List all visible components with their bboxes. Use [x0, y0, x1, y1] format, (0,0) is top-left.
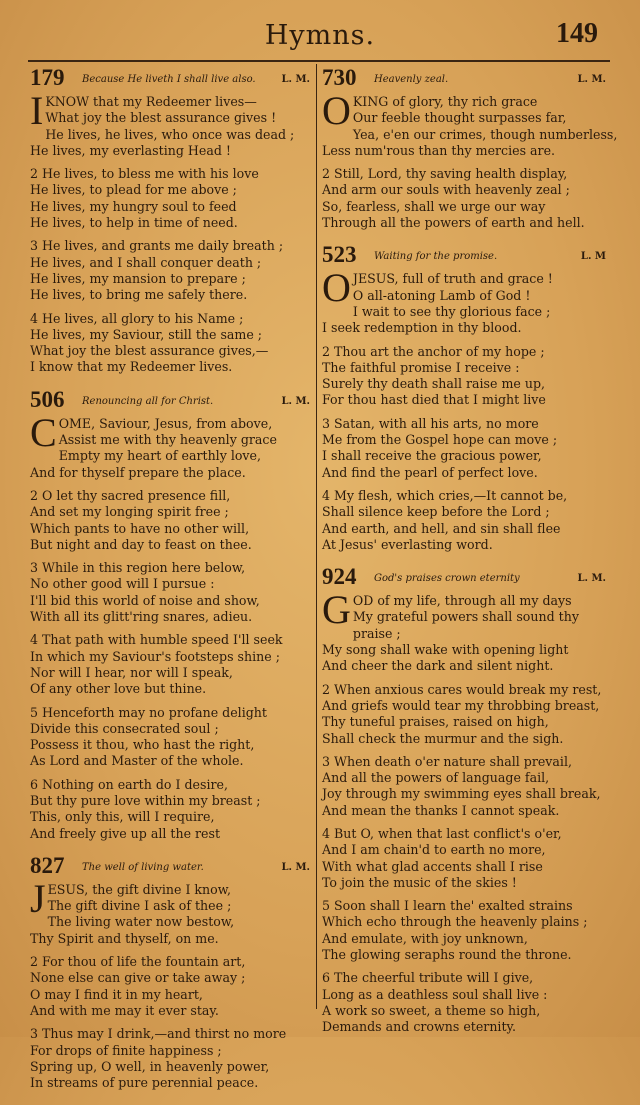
- hymn-line: OME, Saviour, Jesus, from above,: [58, 415, 273, 431]
- hymn-line: What joy the blest assurance gives !: [45, 110, 277, 126]
- hymn-line: 2 O let thy sacred presence fill,: [30, 487, 231, 503]
- hymn-line: 6 Nothing on earth do I desire,: [30, 776, 228, 792]
- hymn-line: ESUS, the gift divine I know,: [47, 881, 232, 897]
- hymn-line: He lives, my hungry soul to feed: [30, 198, 237, 214]
- hymn-line: Long as a deathless soul shall live :: [322, 986, 548, 1002]
- hymn-line: Demands and crowns eternity.: [322, 1019, 516, 1035]
- hymn-line: 2 For thou of life the fountain art,: [30, 954, 246, 970]
- left-column: [30, 65, 312, 1105]
- hymn-number: 730: [322, 65, 357, 90]
- stanza: [322, 970, 608, 1035]
- hymn-line: Surely thy death shall raise me up,: [322, 376, 546, 392]
- stanza: [322, 166, 608, 231]
- page-header: [0, 0, 640, 62]
- hymn-line: 4 My flesh, which cries,—It cannot be,: [322, 487, 568, 503]
- hymn-line: And earth, and hell, and sin shall flee: [322, 520, 561, 536]
- hymn-line: Of any other love but thine.: [30, 681, 207, 697]
- hymn-header: [322, 564, 608, 593]
- hymn-line: And all the powers of language fail,: [322, 770, 550, 786]
- hymn-header: [30, 852, 312, 882]
- hymn-line: With what glad accents shall I rise: [322, 858, 543, 874]
- hymn-line: The gift divine I ask of thee ;: [47, 898, 232, 914]
- hymn-line: To join the music of the skies !: [322, 874, 517, 890]
- stanza: [322, 682, 608, 747]
- hymn-line: 6 The cheerful tribute will I give,: [322, 970, 534, 986]
- hymn-line: 3 Thus may I drink,—and thirst no more: [30, 1026, 287, 1042]
- hymn-line: 3 He lives, and grants me daily breath ;: [30, 238, 284, 254]
- hymn-line: I'll bid this world of noise and show,: [30, 592, 260, 608]
- stanza: [30, 409, 312, 481]
- stanza: [322, 265, 608, 336]
- hymn-line: He lives, my mansion to prepare ;: [30, 270, 246, 286]
- drop-cap: O: [322, 88, 351, 133]
- hymn-number: 523: [322, 242, 357, 268]
- hymn-line: Through all the powers of earth and hell.: [322, 215, 585, 231]
- hymn-line: With all its glitt'ring snares, adieu.: [30, 609, 253, 625]
- hymn-line: My song shall wake with opening light: [322, 642, 569, 658]
- hymn-line: For thou hast died that I might live: [322, 392, 546, 408]
- hymn-line: He lives, to bring me safely there.: [30, 287, 248, 303]
- stanza: [322, 826, 608, 891]
- hymn-subtitle: Waiting for the promise.: [374, 251, 498, 263]
- stanza: [30, 88, 312, 159]
- hymn-line: Thy tuneful praises, raised on high,: [322, 714, 549, 730]
- hymn-meter: L. M.: [281, 74, 310, 85]
- hymn-header: [30, 65, 312, 94]
- column-divider: [316, 64, 317, 1009]
- hymn-line: As Lord and Master of the whole.: [30, 753, 244, 769]
- hymn-line: So, fearless, shall we urge our way: [322, 198, 546, 214]
- stanza: [30, 705, 312, 770]
- hymn-line: My grateful powers shall sound thy: [352, 609, 579, 625]
- stanza: [322, 587, 608, 674]
- hymn-line: What joy the blest assurance gives,—: [30, 343, 269, 359]
- hymn-line: In streams of pure perennial peace.: [30, 1075, 259, 1091]
- hymn-line: praise ;: [352, 625, 401, 641]
- hymn-924: [322, 564, 608, 1035]
- stanza: [30, 488, 312, 553]
- stanza: [322, 898, 608, 963]
- hymn-line: 3 Satan, with all his arts, no more: [322, 415, 539, 431]
- hymn-line: For drops of finite happiness ;: [30, 1042, 222, 1058]
- hymn-line: Me from the Gospel hope can move ;: [322, 432, 558, 448]
- hymn-line: 2 He lives, to bless me with his love: [30, 166, 259, 182]
- hymn-line: 5 Henceforth may no profane delight: [30, 704, 267, 720]
- hymn-line: The glowing seraphs round the throne.: [322, 947, 572, 963]
- hymn-line: And griefs would tear my throbbing breast,: [322, 697, 600, 713]
- page-number: 149: [556, 18, 598, 49]
- hymn-line: And cheer the dark and silent night.: [322, 658, 554, 674]
- hymn-line: I know that my Redeemer lives.: [30, 359, 233, 375]
- hymn-number: 179: [30, 65, 65, 90]
- hymn-subtitle: Because He liveth I shall live also.: [82, 74, 256, 85]
- page-title: Hymns.: [264, 20, 376, 51]
- hymn-line: And set my longing spirit free ;: [30, 504, 229, 520]
- hymn-line: O may I find it in my heart,: [30, 986, 203, 1002]
- hymn-number: 924: [322, 564, 357, 590]
- hymn-meter: L. M.: [577, 573, 606, 585]
- stanza: [30, 777, 312, 842]
- hymn-line: JESUS, full of truth and grace !: [352, 271, 553, 287]
- hymn-line: The living water now bestow,: [47, 914, 235, 930]
- hymn-line: He lives, my Saviour, still the same ;: [30, 326, 263, 342]
- hymn-line: At Jesus' everlasting word.: [322, 536, 493, 552]
- hymn-line: Thy Spirit and thyself, on me.: [30, 930, 219, 946]
- hymn-line: I seek redemption in thy blood.: [322, 320, 522, 336]
- hymn-meter: L. M.: [281, 395, 310, 407]
- hymn-523: [322, 242, 608, 553]
- hymn-line: And emulate, with joy unknown,: [322, 930, 528, 946]
- hymn-827: [30, 852, 312, 1092]
- drop-cap: J: [30, 875, 46, 921]
- hymn-line: And for thyself prepare the place.: [30, 464, 246, 480]
- hymn-line: Shall silence keep before the Lord ;: [322, 504, 550, 520]
- drop-cap: G: [322, 587, 351, 633]
- hymn-line: 3 While in this region here below,: [30, 560, 246, 576]
- hymn-line: Our feeble thought surpasses far,: [352, 110, 567, 126]
- hymn-subtitle: Renouncing all for Christ.: [82, 395, 214, 407]
- hymn-line: Joy through my swimming eyes shall break,: [322, 786, 601, 802]
- stanza: [30, 238, 312, 303]
- stanza: [30, 875, 312, 947]
- hymn-line: 5 Soon shall I learn the' exalted strains: [322, 898, 573, 914]
- hymn-line: Spring up, O well, in heavenly power,: [30, 1058, 270, 1074]
- drop-cap: O: [322, 265, 351, 311]
- hymn-line: Assist me with thy heavenly grace: [58, 432, 277, 448]
- hymn-line: 2 Still, Lord, thy saving health display,: [322, 166, 568, 182]
- hymn-line: Possess it thou, who hast the right,: [30, 737, 255, 753]
- hymn-line: Which echo through the heavenly plains ;: [322, 914, 588, 930]
- hymn-line: But thy pure love within my breast ;: [30, 792, 261, 808]
- stanza: [322, 754, 608, 819]
- stanza: [30, 1026, 312, 1091]
- hymn-line: A work so sweet, a theme so high,: [322, 1002, 541, 1018]
- stanza: [322, 344, 608, 409]
- hymn-line: Yea, e'en our crimes, though numberless,: [352, 126, 618, 142]
- hymn-line: This, only this, will I require,: [30, 809, 215, 825]
- drop-cap: I: [30, 88, 44, 133]
- hymn-line: 4 But O, when that last conflict's o'er,: [322, 825, 562, 841]
- hymn-meter: L. M.: [281, 861, 310, 873]
- hymn-line: 4 That path with humble speed I'll seek: [30, 632, 283, 648]
- hymn-meter: L. M: [580, 251, 606, 263]
- hymn-730: [322, 65, 618, 231]
- header-rule: [28, 60, 610, 62]
- hymn-line: 2 When anxious cares would break my rest,: [322, 681, 602, 697]
- hymn-line: Shall check the murmur and the sigh.: [322, 730, 564, 746]
- hymn-number: 506: [30, 386, 65, 412]
- stanza: [322, 488, 608, 553]
- hymn-line: Less num'rous than thy mercies are.: [322, 142, 556, 158]
- drop-cap: C: [30, 409, 57, 455]
- hymn-line: I shall receive the gracious power,: [322, 448, 542, 464]
- hymn-line: He lives, he lives, who once was dead ;: [45, 126, 295, 142]
- hymn-subtitle: God's praises crown eternity: [374, 573, 520, 585]
- hymn-line: None else can give or take away ;: [30, 970, 246, 986]
- hymn-line: He lives, my everlasting Head !: [30, 142, 231, 158]
- hymn-line: He lives, and I shall conquer death ;: [30, 254, 262, 270]
- hymn-line: I wait to see thy glorious face ;: [352, 303, 551, 319]
- hymn-line: But night and day to feast on thee.: [30, 536, 252, 552]
- hymn-line: No other good will I pursue :: [30, 576, 215, 592]
- hymn-line: He lives, to help in time of need.: [30, 215, 238, 231]
- hymn-506: [30, 386, 312, 842]
- stanza: [322, 416, 608, 481]
- hymn-line: He lives, to plead for me above ;: [30, 182, 237, 198]
- hymn-line: KNOW that my Redeemer lives—: [45, 94, 257, 109]
- hymn-header: [30, 386, 312, 416]
- hymn-line: 2 Thou art the anchor of my hope ;: [322, 343, 545, 359]
- hymn-line: And freely give up all the rest: [30, 825, 221, 841]
- hymn-line: Divide this consecrated soul ;: [30, 720, 219, 736]
- hymn-meter: L. M.: [577, 74, 606, 85]
- hymn-header: [322, 65, 608, 94]
- hymn-line: KING of glory, thy rich grace: [352, 94, 538, 109]
- stanza: [30, 560, 312, 625]
- stanza: [30, 166, 312, 231]
- hymn-line: 4 He lives, all glory to his Name ;: [30, 310, 244, 326]
- hymn-subtitle: The well of living water.: [82, 861, 204, 873]
- hymn-line: Empty my heart of earthly love,: [58, 448, 262, 464]
- hymn-line: In which my Saviour's footsteps shine ;: [30, 648, 280, 664]
- right-column: [322, 65, 618, 1050]
- hymn-line: Nor will I hear, nor will I speak,: [30, 664, 233, 680]
- hymn-179: [30, 65, 312, 376]
- hymn-line: OD of my life, through all my days: [352, 593, 572, 609]
- stanza: [322, 88, 618, 159]
- hymn-line: And I am chain'd to earth no more,: [322, 842, 546, 858]
- hymn-line: 3 When death o'er nature shall prevail,: [322, 753, 572, 769]
- hymn-number: 827: [30, 852, 65, 878]
- hymn-line: O all-atoning Lamb of God !: [352, 287, 531, 303]
- stanza: [30, 311, 312, 376]
- hymn-line: And find the pearl of perfect love.: [322, 464, 538, 480]
- hymn-line: And mean the thanks I cannot speak.: [322, 802, 560, 818]
- hymn-header: [322, 242, 608, 271]
- hymn-subtitle: Heavenly zeal.: [374, 74, 449, 85]
- stanza: [30, 632, 312, 697]
- stanza: [30, 954, 312, 1019]
- hymn-line: And arm our souls with heavenly zeal ;: [322, 182, 570, 198]
- hymn-line: The faithful promise I receive :: [322, 359, 520, 375]
- hymn-line: Which pants to have no other will,: [30, 520, 250, 536]
- hymn-line: And with me may it ever stay.: [30, 1002, 219, 1018]
